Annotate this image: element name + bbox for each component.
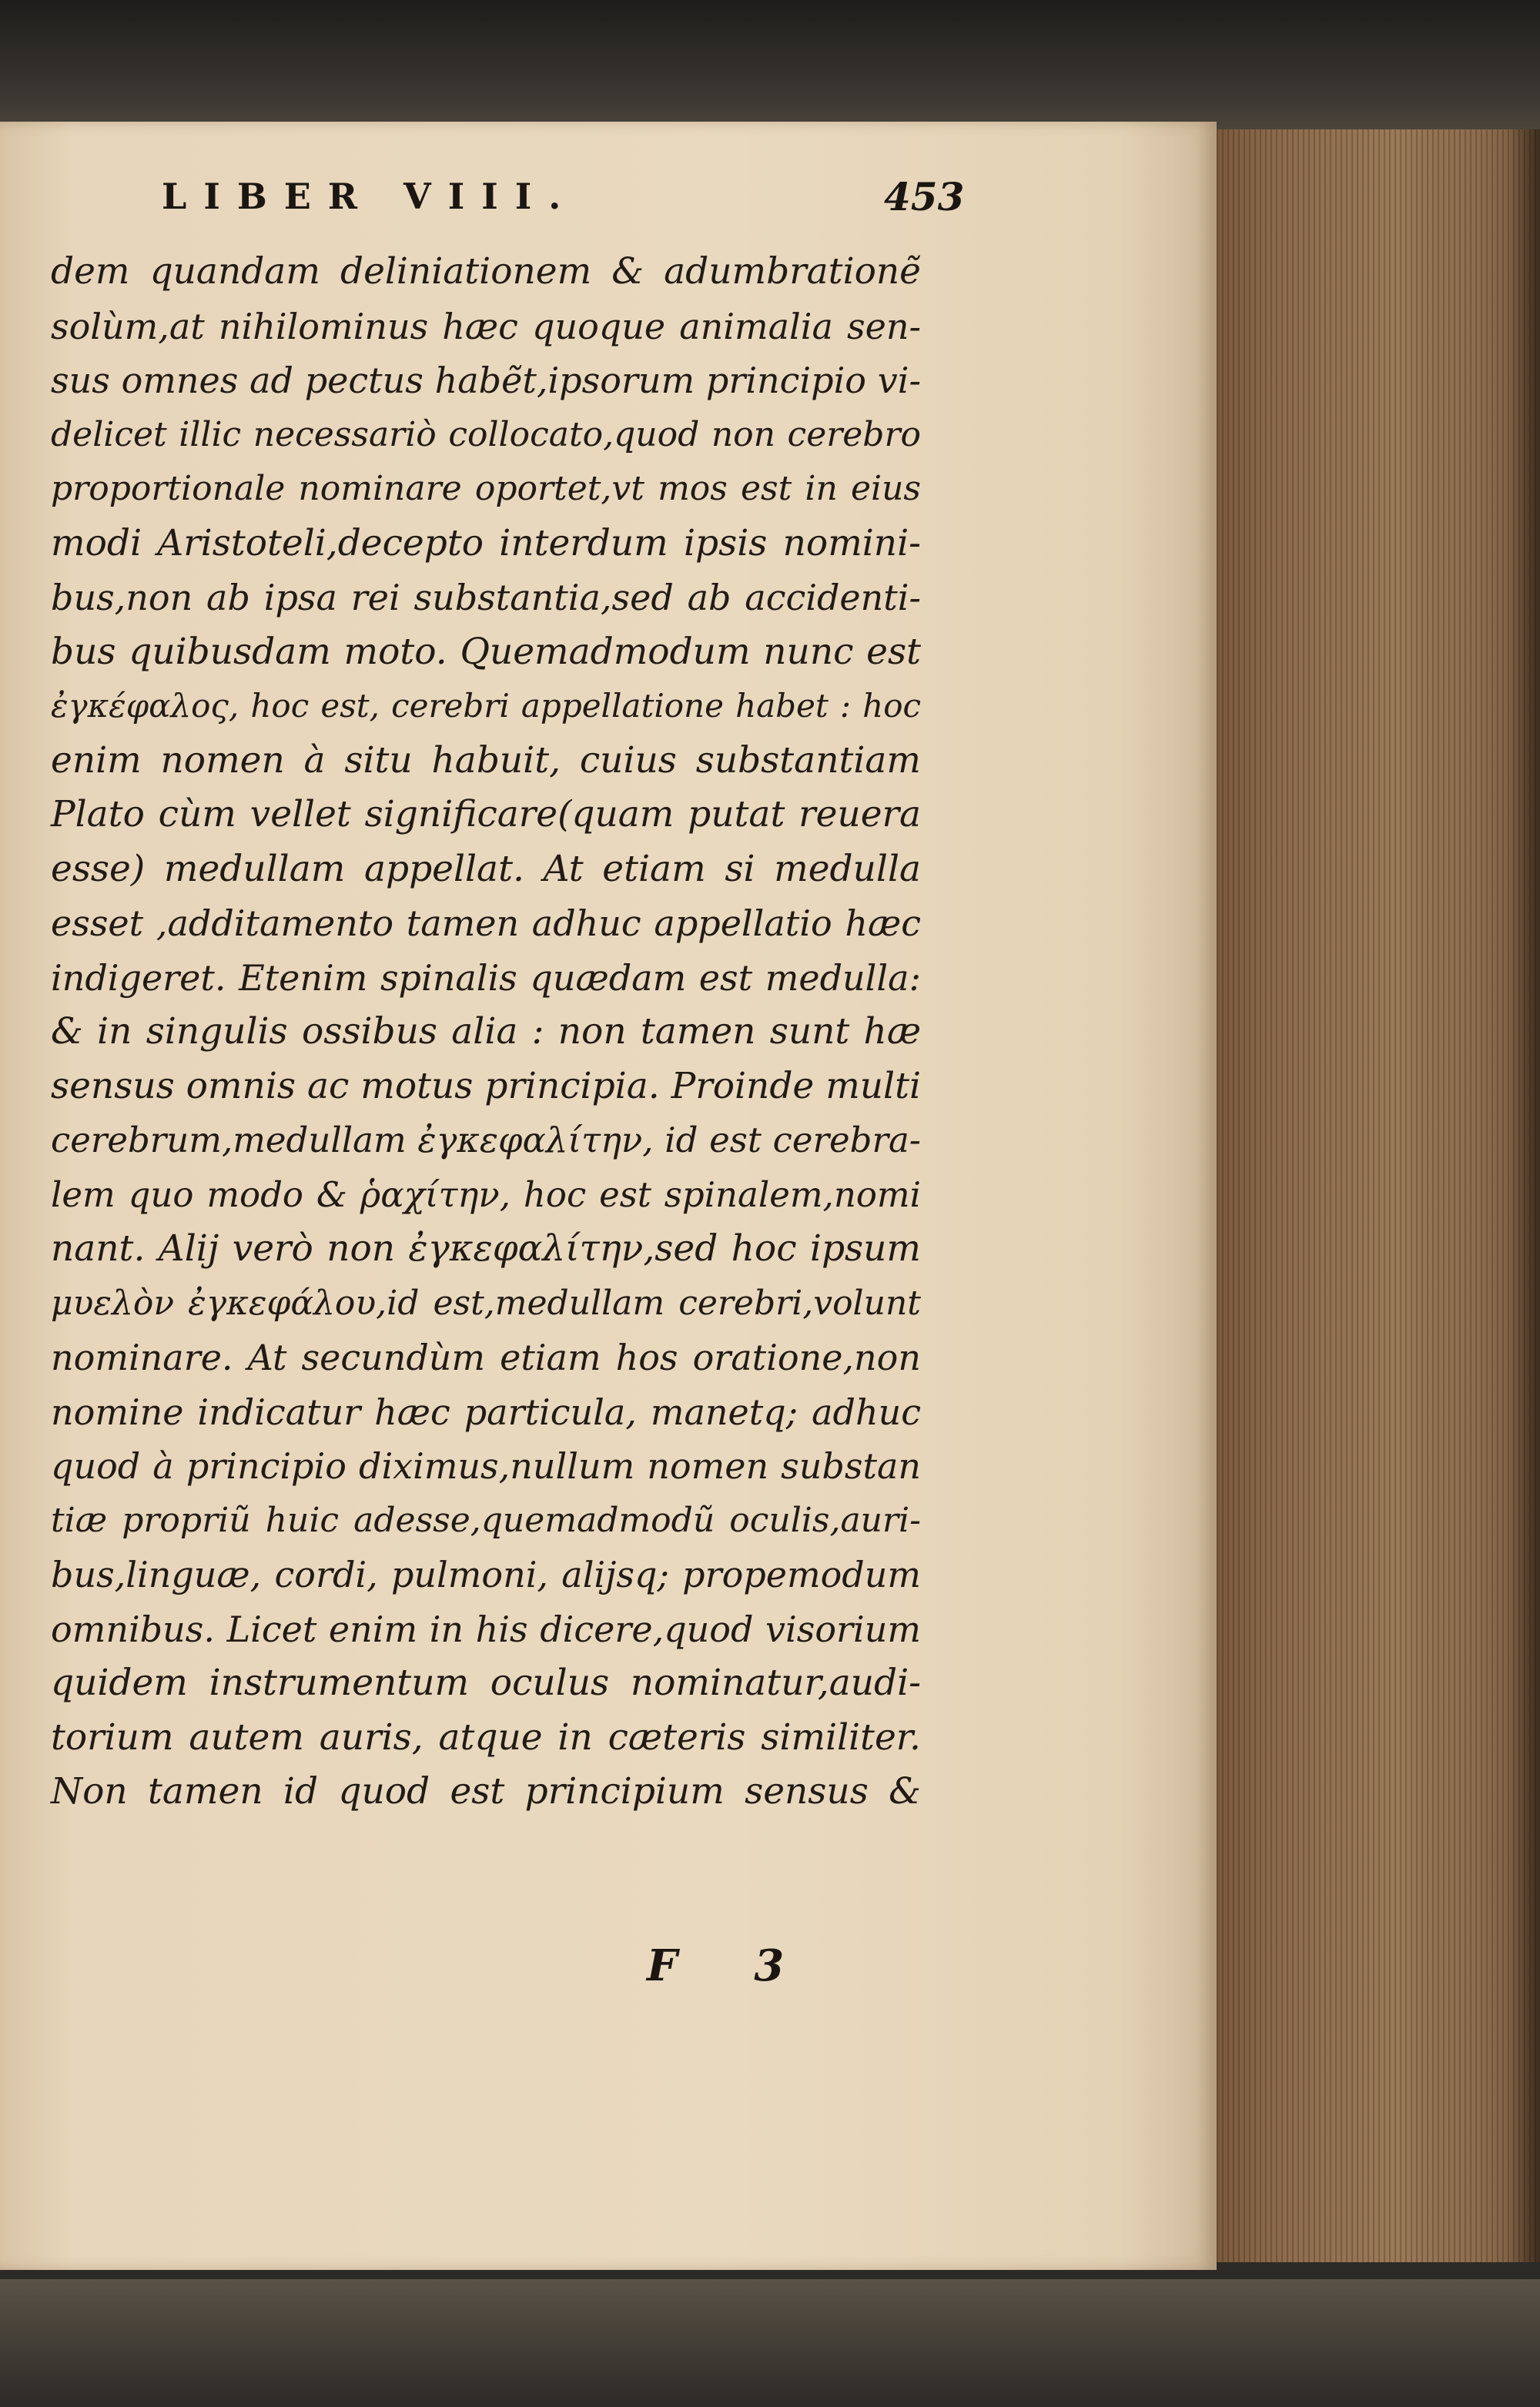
signature-mark: F 3 (647, 1940, 815, 1991)
text-line: tiæ propriũ huic adesse,quemadmodũ oculis,auri- (51, 1500, 921, 1540)
text-line: esse) medullam appellat. At etiam si medulla (51, 847, 921, 890)
text-line: omnibus. Licet enim in his dicere,quod visorium (51, 1608, 921, 1650)
text-line: sus omnes ad pectus habẽt,ipsorum principio vi- (51, 360, 921, 401)
text-line: quod à principio diximus,nullum nomen substan (51, 1445, 921, 1487)
text-line: nant. Alij verò non ἐγκεφαλίτην,sed hoc ipsum (51, 1227, 921, 1270)
text-line: solùm,at nihilominus hæc quoque animalia sen- (51, 305, 921, 347)
text-line: nominare. At secundùm etiam hos oratione,non (51, 1337, 921, 1378)
text-line: delicet illic necessariò collocato,quod non cerebro (51, 414, 921, 454)
text-line: ἐγκέφαλος, hoc est, cerebri appellatione habet : hoc (51, 687, 921, 725)
text-line: sensus omnis ac motus principia. Proinde multi (51, 1064, 921, 1107)
text-line: & in singulis ossibus alia : non tamen sunt hæ (51, 1010, 921, 1053)
page-fore-edge (1217, 129, 1540, 2262)
text-line: indigeret. Etenim spinalis quædam est medulla: (51, 956, 921, 999)
text-line: bus quibusdam moto. Quemadmodum nunc est (51, 630, 921, 673)
text-line: esset ,additamento tamen adhuc appellatio hæc (51, 902, 921, 944)
text-line: bus,linguæ, cordi, pulmoni, alijsq; propemodum (51, 1554, 921, 1595)
book-bottom-shadow (0, 2279, 1540, 2407)
text-line: μυελὸν ἐγκεφάλου,id est,medullam cerebri,volunt (51, 1283, 921, 1323)
book-top-shadow (0, 0, 1540, 135)
text-line: Non tamen id quod est principium sensus & (51, 1770, 921, 1813)
text-line: enim nomen à situ habuit, cuius substantiam (51, 738, 921, 782)
text-line: nomine indicatur hæc particula, manetq; adhuc (51, 1391, 921, 1433)
body-text (51, 245, 921, 1819)
text-line: modi Aristoteli,decepto interdum ipsis nomini- (51, 521, 921, 564)
text-line: Plato cùm vellet significare(quam putat reuera (51, 793, 921, 835)
text-line: quidem instrumentum oculus nominatur,audi- (51, 1662, 921, 1704)
page-number: 453 (884, 174, 965, 219)
running-head-text: LIBER VIII. (162, 176, 578, 217)
text-line: cerebrum,medullam ἐγκεφαλίτην, id est cerebra- (51, 1120, 921, 1160)
text-line: torium autem auris, atque in cæteris similiter. (51, 1716, 921, 1759)
text-line: bus,non ab ipsa rei substantia,sed ab accidenti- (51, 577, 921, 618)
text-line: dem quandam deliniationem & adumbrationẽ (51, 250, 921, 293)
text-line: proportionale nominare oportet,vt mos est in eius (51, 469, 921, 508)
text-line: lem quo modo & ῥαχίτην, hoc est spinalem,nomi (51, 1173, 921, 1215)
running-head (162, 176, 970, 217)
